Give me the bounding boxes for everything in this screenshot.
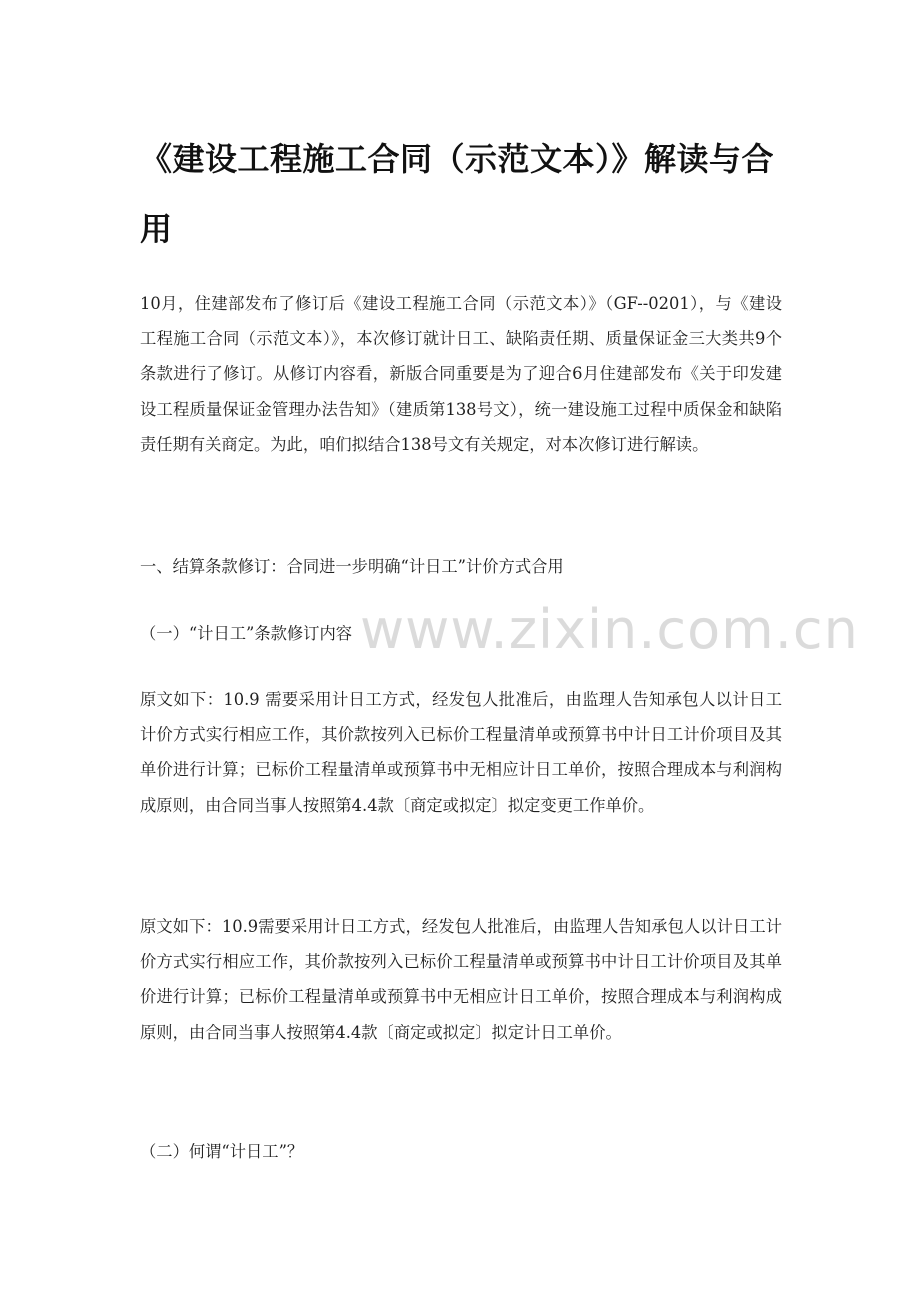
subsection-heading-1: （一）“计日工”条款修订内容 [140, 624, 353, 643]
document-title: 《建设工程施工合同（示范文本）》解读与合用 [140, 140, 775, 248]
original-text-paragraph-1: 原文如下：10.9 需要采用计日工方式，经发包人批准后，由监理人告知承包人以计日工计价方式实行相应工作，其价款按列入已标价工程量清单或预算书中计日工计价项目及其单价进行计算；已标价工程量清单或预算书中无相应计日工单价，按照合理成本与利润构成原则，由合同当事人按照第4.4款〔商定或拟定〕拟定变更工作单价。 [140, 690, 782, 815]
section-heading-1: 一、结算条款修订：合同进一步明确“计日工”计价方式合用 [140, 557, 564, 576]
subsection-heading-2: （二）何谓“计日工”？ [140, 1142, 304, 1161]
watermark: www.zixin.com.cn [360, 598, 859, 661]
intro-paragraph: 10月，住建部发布了修订后《建设工程施工合同（示范文本）》（GF--0201），与《建设工程施工合同（示范文本）》，本次修订就计日工、缺陷责任期、质量保证金三大类共9个条款进行了修订。从修订内容看，新版合同重要是为了迎合6月住建部发布《关于印发建设工程质量保证金管理办法告知》（建质第138号文），统一建设施工过程中质保金和缺陷责任期有关商定。为此，咱们拟结合138号文有关规定，对本次修订进行解读。 [140, 294, 782, 454]
original-text-paragraph-2: 原文如下：10.9需要采用计日工方式，经发包人批准后，由监理人告知承包人以计日工计价方式实行相应工作，其价款按列入已标价工程量清单或预算书中计日工计价项目及其单价进行计算；已标价工程量清单或预算书中无相应计日工单价，按照合理成本与利润构成原则，由合同当事人按照第4.4款〔商定或拟定〕拟定计日工单价。 [140, 917, 782, 1042]
